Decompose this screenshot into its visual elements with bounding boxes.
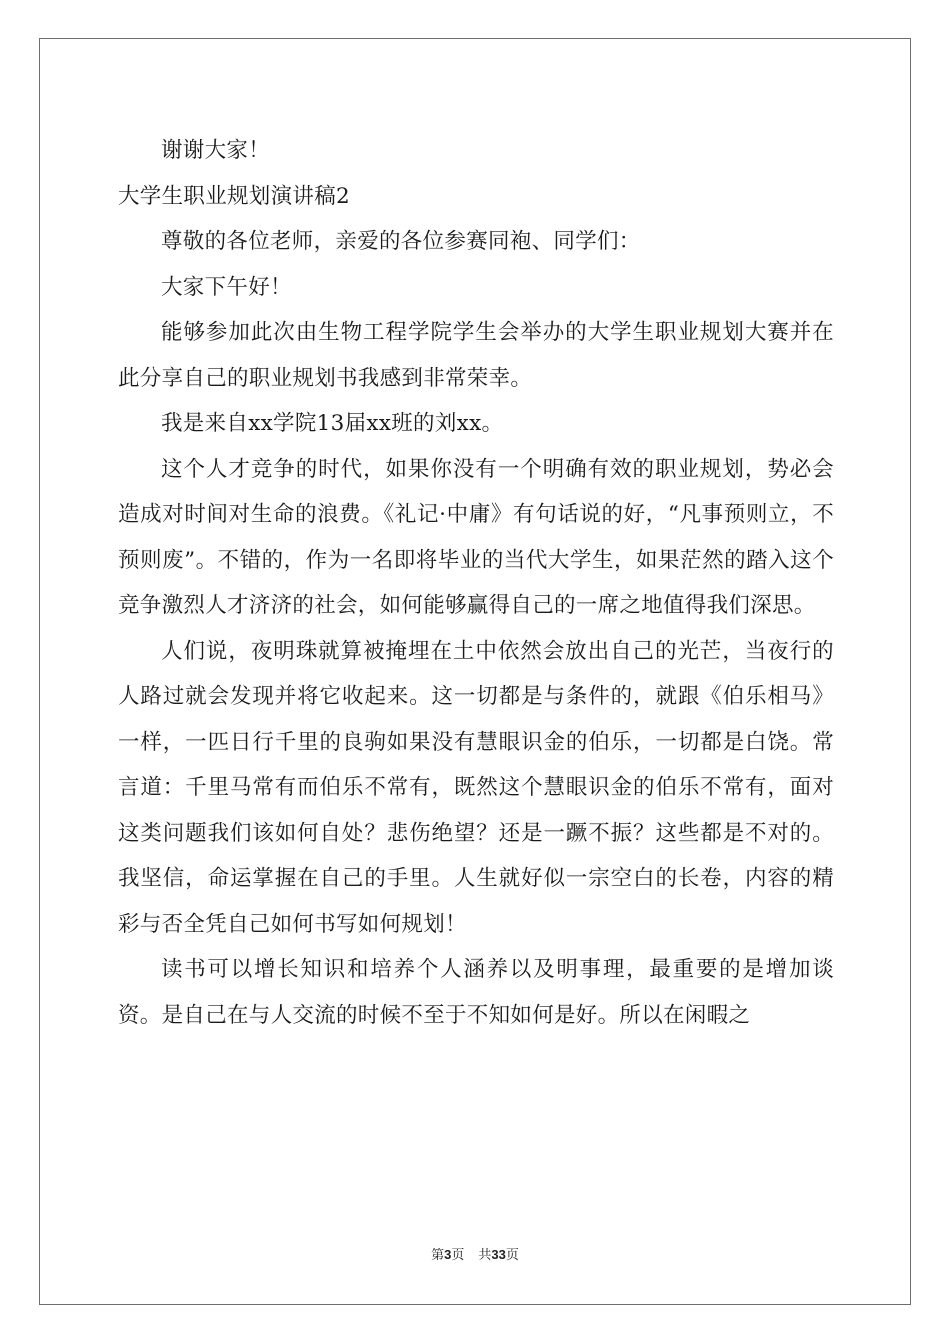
paragraph-intro: 能够参加此次由生物工程学院学生会举办的大学生职业规划大赛并在此分享自己的职业规划书我感到非常荣幸。 bbox=[118, 320, 834, 391]
document-body bbox=[118, 128, 834, 1038]
paragraph-salutation: 尊敬的各位老师，亲爱的各位参赛同袍、同学们： bbox=[161, 229, 641, 254]
page-label-suffix: 页 bbox=[451, 1248, 465, 1263]
total-label-suffix: 页 bbox=[505, 1248, 519, 1263]
paragraph-reading: 读书可以增长知识和培养个人涵养以及明事理，最重要的是增加谈资。是自己在与人交流的时候不至于不知如何是好。所以在闲暇之 bbox=[118, 957, 834, 1028]
paragraph-competition-era: 这个人才竞争的时代，如果你没有一个明确有效的职业规划，势必会造成对时间对生命的浪费。《礼记·中庸》有句话说的好，“凡事预则立，不预则废”。不错的，作为一名即将毕业的当代大学生，如果茫然的踏入这个竞争激烈人才济济的社会，如何能够赢得自己的一席之地值得我们深思。 bbox=[118, 456, 834, 618]
total-page-count: 33 bbox=[491, 1247, 506, 1262]
paragraph-pearl-metaphor: 人们说，夜明珠就算被掩埋在土中依然会放出自己的光芒，当夜行的人路过就会发现并将它收起来。这一切都是与条件的，就跟《伯乐相马》一样，一匹日行千里的良驹如果没有慧眼识金的伯乐，一切都是白饶。常言道：千里马常有而伯乐不常有，既然这个慧眼识金的伯乐不常有，面对这类问题我们该如何自处？悲伤绝望？还是一蹶不振？这些都是不对的。我坚信，命运掌握在自己的手里。人生就好似一宗空白的长卷，内容的精彩与否全凭自己如何书写如何规划！ bbox=[118, 638, 834, 937]
paragraph-closing-thanks: 谢谢大家！ bbox=[161, 138, 271, 163]
section-title: 大学生职业规划演讲稿2 bbox=[118, 183, 350, 209]
paragraph-greeting: 大家下午好！ bbox=[161, 274, 292, 300]
total-label-prefix: 共 bbox=[478, 1248, 492, 1263]
current-page-number: 3 bbox=[444, 1247, 452, 1262]
page-label-prefix: 第 bbox=[431, 1248, 445, 1263]
paragraph-self-introduction: 我是来自xx学院13届xx班的刘xx。 bbox=[161, 411, 504, 436]
page-footer bbox=[0, 1246, 950, 1265]
